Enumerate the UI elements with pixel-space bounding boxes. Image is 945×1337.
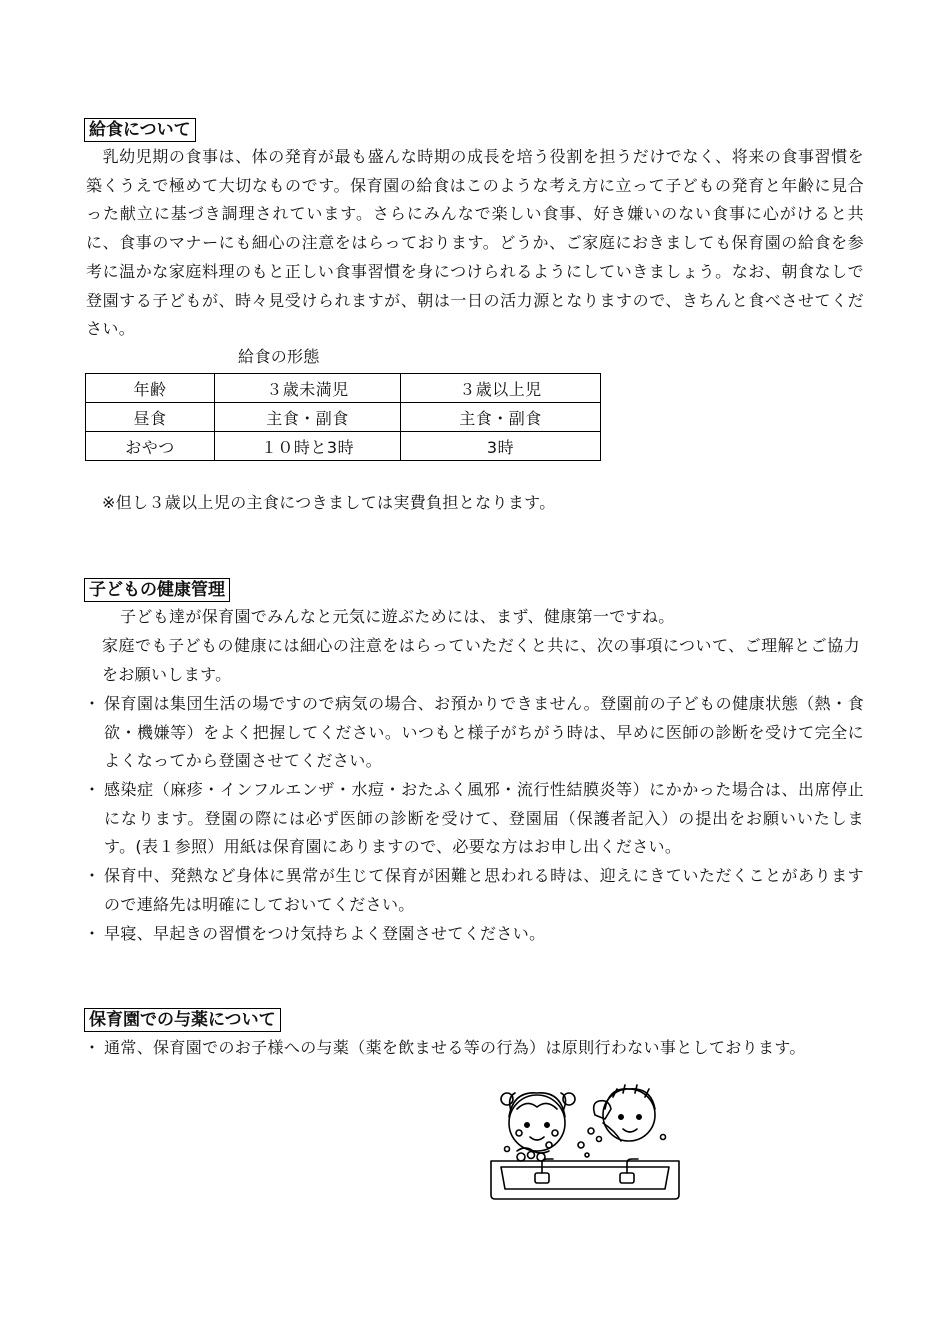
medicine-bullet [84,1034,864,1063]
health-bullet-2 [84,776,864,862]
table-row [86,432,601,461]
bullet-mark: ・ [84,866,101,885]
bullet-text: 感染症（麻疹・インフルエンザ・水痘・おたふく風邪・流行性結膜炎等）にかかった場合は、出席停止になります。登園の際には必ず医師の診断を受けて、登園届（保護者記入）の提出をお願いいたします。(表１参照）用紙は保育園にありますので、必要な方はお申し出ください。 [104,780,864,857]
table-cell: ３歳未満児 [215,374,401,403]
table-cell: １０時と3時 [215,432,401,461]
health-section-heading: 子どもの健康管理 [84,578,230,602]
bullet-mark: ・ [84,1038,101,1057]
bullet-text: 通常、保育園でのお子様への与薬（薬を飲ませる等の行為）は原則行わない事としております。 [104,1038,806,1057]
bullet-text: 保育園は集団生活の場ですので病気の場合、お預かりできません。登園前の子どもの健康状態（熱・食欲・機嫌等）をよく把握してください。いつもと様子がちがう時は、早めに医師の診断を受けて完全によくなってから登園させてください。 [104,694,864,771]
bullet-mark: ・ [84,924,101,943]
table-cell: ３歳以上児 [401,374,601,403]
meal-note: ※但し３歳以上児の主食につきましては実費負担となります。 [102,493,556,512]
table-cell: 昼食 [86,403,215,432]
bullet-mark: ・ [84,694,101,713]
health-intro-1: 子ども達が保育園でみんなと元気に遊ぶためには、まず、健康第一ですね。 [120,607,675,626]
table-cell: 3時 [401,432,601,461]
health-intro-2: 家庭でも子どもの健康には細心の注意をはらっていただくと共に、次の事項について、ご理解とご協力をお願いします。 [102,636,860,684]
meal-table [85,373,601,461]
medicine-section-heading: 保育園での与薬について [84,1008,281,1032]
health-bullet-1 [84,690,864,776]
table-row [86,403,601,432]
table-cell: 年齢 [86,374,215,403]
bullet-text: 保育中、発熱など身体に異常が生じて保育が困難と思われる時は、迎えにきていただくことがありますので連絡先は明確にしておいてください。 [104,866,864,914]
meal-table-caption: 給食の形態 [238,347,320,366]
health-bullet-4 [84,920,864,949]
health-bullet-3 [84,862,864,919]
table-header-row [86,374,601,403]
meal-section-heading: 給食について [84,118,196,142]
table-cell: 主食・副食 [401,403,601,432]
bullet-mark: ・ [84,780,101,799]
bullet-text: 早寝、早起きの習慣をつけ気持ちよく登園させてください。 [104,924,546,943]
table-cell: おやつ [86,432,215,461]
table-cell: 主食・副食 [215,403,401,432]
children-handwashing-illustration-icon [487,1075,682,1205]
meal-paragraph: 乳幼児期の食事は、体の発育が最も盛んな時期の成長を培う役割を担うだけでなく、将来の食事習慣を築くうえで極めて大切なものです。保育園の給食はこのような考え方に立って子どもの発育と年齢に見合った献立に基づき調理されています。さらにみんなで楽しい食事、好き嫌いのない食事に心がけると共に、食事のマナーにも細心の注意をはらっております。どうか、ご家庭におきましても保育園の給食を参考に温かな家庭料理のもと正しい食事習慣を身につけられるようにしていきましょう。なお、朝食なしで登園する子どもが、時々見受けられますが、朝は一日の活力源となりますので、きちんと食べさせてください。 [86,147,864,339]
